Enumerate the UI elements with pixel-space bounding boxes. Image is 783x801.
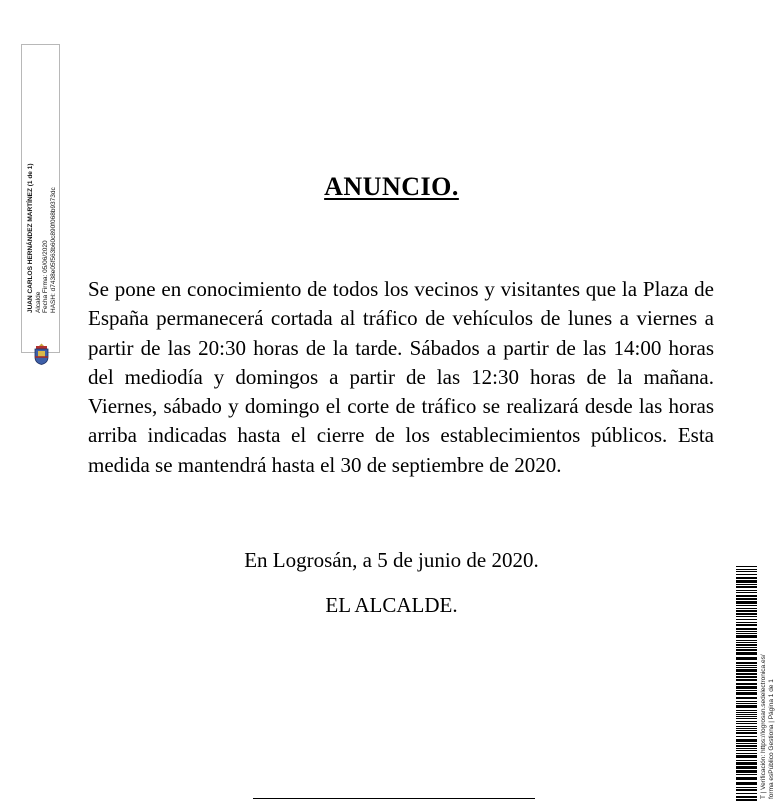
barcode-bar [736,580,757,583]
barcode-bar [736,743,757,744]
barcode-bar [736,726,757,727]
barcode-bar [736,777,757,780]
barcode-bar [736,657,757,660]
barcode-bar [736,605,757,606]
barcode-bar [736,703,757,704]
signature-title: EL ALCALDE. [325,593,458,617]
barcode-bar [736,667,757,668]
barcode-bar [736,619,757,620]
barcode-bar [736,723,757,724]
barcode-bar [736,616,757,617]
barcode-bar [736,748,757,749]
barcode-bar [736,679,757,681]
barcode-bar [736,730,757,731]
barcode-bar [736,755,757,758]
barcode-bar [736,592,757,593]
barcode-bar [736,716,757,717]
barcode-bar [736,574,757,575]
barcode-bar [736,598,757,600]
barcode-bar [736,571,757,572]
barcode-bar [736,644,757,646]
verification-text [760,564,775,799]
coat-of-arms-icon [33,343,50,365]
barcode-bar [736,710,757,711]
barcode-bar [736,642,757,643]
barcode-bar [736,640,757,641]
barcode-bar [736,793,757,794]
barcode-bar [736,718,757,719]
barcode-bar [736,690,757,691]
barcode-bar [736,665,757,666]
barcode-bar [736,697,757,699]
barcode-bar [736,569,757,570]
barcode-bar [736,628,757,630]
barcode-bar [736,622,757,623]
verification-url: T | Verificación: https://logrosan.sedelectronica.es/ [760,654,767,799]
barcode-bar [736,796,757,798]
signature-line [253,798,535,799]
barcode-bar [736,673,757,675]
verification-page: forma esPúblico Gestiona | Página 1 de 1 [767,679,775,799]
notice-title: ANUNCIO. [324,172,459,201]
barcode-bar [736,647,757,648]
barcode-bar [736,586,757,588]
stamp-signer: JUAN CARLOS HERNÁNDEZ MARTÍNEZ (1 de 1) [27,163,34,313]
barcode-bar [736,608,757,609]
barcode-bar [736,577,757,579]
barcode-bar [736,787,757,788]
barcode-bar [736,669,757,672]
barcode-bar [736,736,757,737]
barcode-bar [736,662,757,664]
barcode-bar [736,721,757,722]
barcode [736,566,757,801]
barcode-bar [736,595,757,597]
barcode-bar [736,631,757,632]
barcode-bar [736,732,757,734]
barcode-bar [736,789,757,791]
barcode-bar [736,766,757,769]
barcode-bar [736,624,757,626]
barcode-bar [736,753,757,754]
stamp-role: Alcalde [34,291,42,313]
barcode-bar [736,774,757,775]
barcode-bar [736,610,757,612]
barcode-bar [736,635,757,638]
place-date: En Logrosán, a 5 de junio de 2020. [244,548,539,572]
barcode-bar [736,770,757,773]
barcode-bar [736,584,757,585]
barcode-bar [736,590,757,591]
barcode-bar [736,745,757,747]
barcode-bar [736,676,757,678]
barcode-bar [736,760,757,761]
barcode-bar [736,750,757,751]
barcode-bar [736,652,757,655]
barcode-bar [736,712,757,713]
stamp-hash: HASH: d7438e05f563b60c890f068b9373dc [49,187,57,313]
barcode-bar [736,683,757,685]
barcode-bar [736,566,757,567]
barcode-bar [736,649,757,651]
stamp-sign-date: Fecha Firma: 05/06/2020 [42,240,49,313]
notice-body: Se pone en conocimiento de todos los vecinos y visitantes que la Plaza de España permanecerá cortada al tráfico de vehículos de lunes a viernes a partir de las 20:30 horas de la tarde. Sábados a partir de las 14:00 horas del mediodía y domingos a partir de las 12:30 horas de la mañana. Viernes, sábado y domingo el corte de tráfico se realizará desde las horas arriba indicadas hasta el cierre de los establecimientos públicos. Esta medida se mantendrá hasta el 30 de septiembre de 2020. [88,277,714,477]
barcode-bar [736,705,757,708]
barcode-bar [736,782,757,785]
barcode-bar [736,701,757,702]
barcode-bar [736,762,757,765]
barcode-bar [736,728,757,729]
barcode-bar [736,692,757,695]
barcode-bar [736,686,757,689]
barcode-bar [736,714,757,715]
barcode-bar [736,739,757,742]
barcode-bar [736,601,757,604]
barcode-bar [736,613,757,615]
barcode-bar [736,633,757,634]
